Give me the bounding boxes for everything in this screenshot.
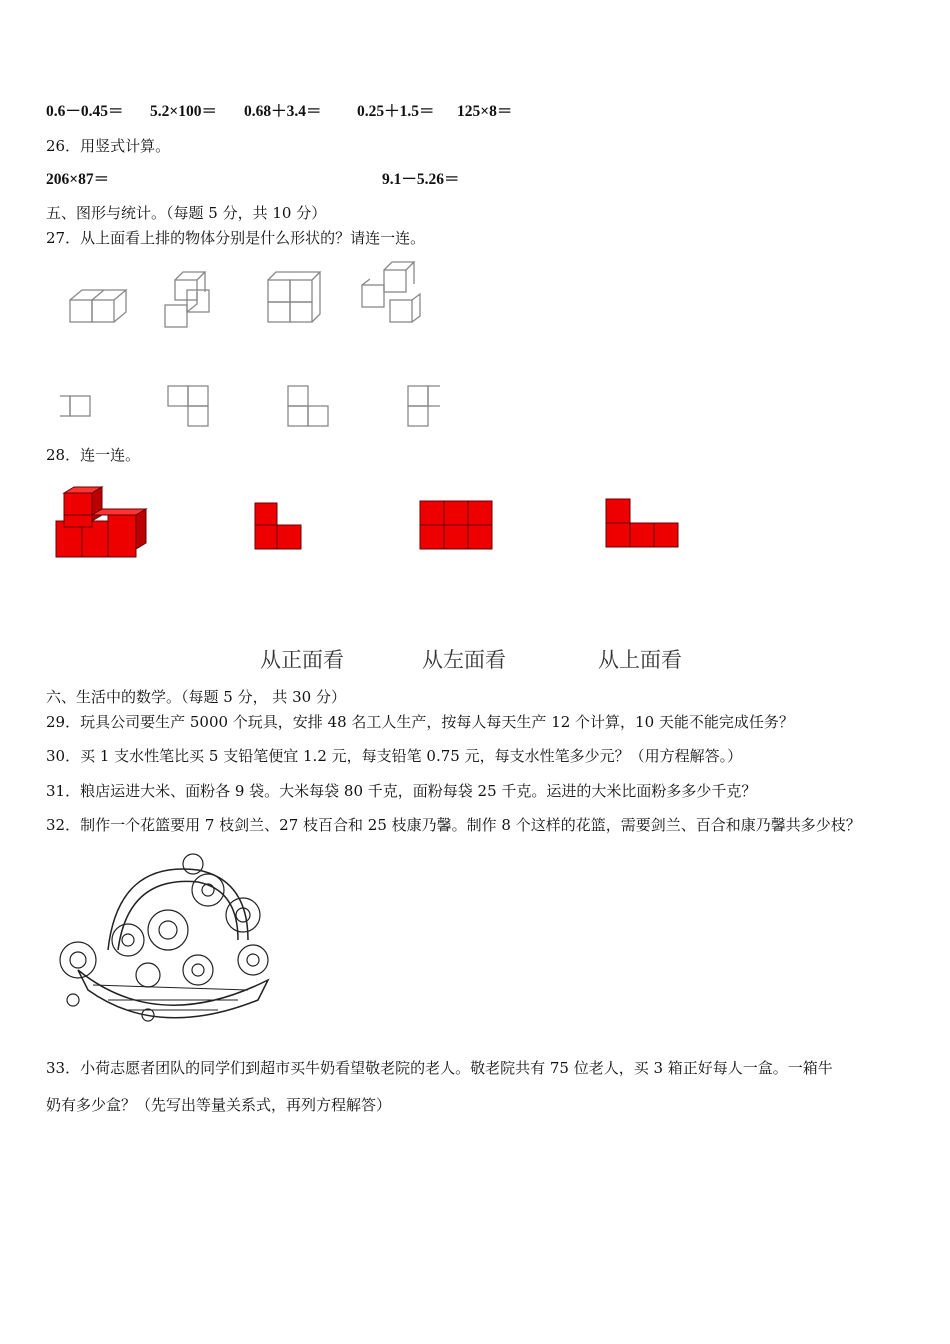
view-label-top: 从上面看 — [598, 648, 682, 672]
section-5-heading: 五、图形与统计。（每题 5 分，共 10 分） — [46, 204, 327, 222]
top-view-3 — [288, 386, 328, 426]
q33-text-line2: 奶有多少盒？（先写出等量关系式，再列方程解答） — [46, 1096, 392, 1114]
q31-text: 31．粮店运进大米、面粉各 9 袋。大米每袋 80 千克，面粉每袋 25 千克。运进的大米比面粉多多少千克？ — [46, 782, 757, 800]
cube-object-4 — [362, 262, 420, 322]
expr-1: 0.6－0.45＝ — [46, 103, 124, 120]
q26-expr-2: 9.1－5.26＝ — [382, 171, 460, 188]
red-3d-object — [56, 487, 146, 557]
expr-3: 0.68＋3.4＝ — [244, 103, 322, 120]
q29-text: 29．玩具公司要生产 5000 个玩具，安排 48 名工人生产，按每人每天生产 12 个计算，10 天能不能完成任务？ — [46, 713, 794, 731]
red-view-l-shape — [255, 503, 301, 549]
expr-4: 0.25＋1.5＝ — [357, 103, 435, 120]
section-6-heading: 六、生活中的数学。（每题 5 分， 共 30 分） — [46, 688, 346, 706]
top-view-1 — [60, 396, 90, 416]
q28-title: 28．连一连。 — [46, 446, 141, 464]
cube-figures — [60, 260, 440, 435]
expr-5: 125×8＝ — [457, 103, 513, 120]
cube-object-2 — [165, 272, 209, 327]
red-view-2x3 — [420, 501, 492, 549]
q26-expr-1: 206×87＝ — [46, 171, 110, 188]
red-block-figures — [50, 485, 690, 565]
cube-object-3 — [268, 272, 320, 322]
expr-2: 5.2×100＝ — [150, 103, 217, 120]
q32-text: 32．制作一个花篮要用 7 枝剑兰、27 枝百合和 25 枝康乃馨。制作 8 个这样的花篮，需要剑兰、百合和康乃馨共多少枝？ — [46, 816, 861, 834]
top-view-4 — [408, 386, 440, 426]
view-label-front: 从正面看 — [260, 648, 344, 672]
q27-text: 27．从上面看上排的物体分别是什么形状的？请连一连。 — [46, 229, 426, 247]
top-view-2 — [168, 386, 208, 426]
q26-title: 26．用竖式计算。 — [46, 137, 171, 155]
cube-object-1 — [70, 290, 126, 322]
red-view-long-l — [606, 499, 678, 547]
flower-basket-image — [48, 850, 280, 1025]
view-label-left: 从左面看 — [422, 648, 506, 672]
q30-text: 30．买 1 支水性笔比买 5 支铅笔便宜 1.2 元，每支铅笔 0.75 元，每支水性笔多少元？（用方程解答。） — [46, 747, 743, 765]
q33-text-line1: 33．小荷志愿者团队的同学们到超市买牛奶看望敬老院的老人。敬老院共有 75 位老人，买 3 箱正好每人一盒。一箱牛 — [46, 1059, 833, 1077]
